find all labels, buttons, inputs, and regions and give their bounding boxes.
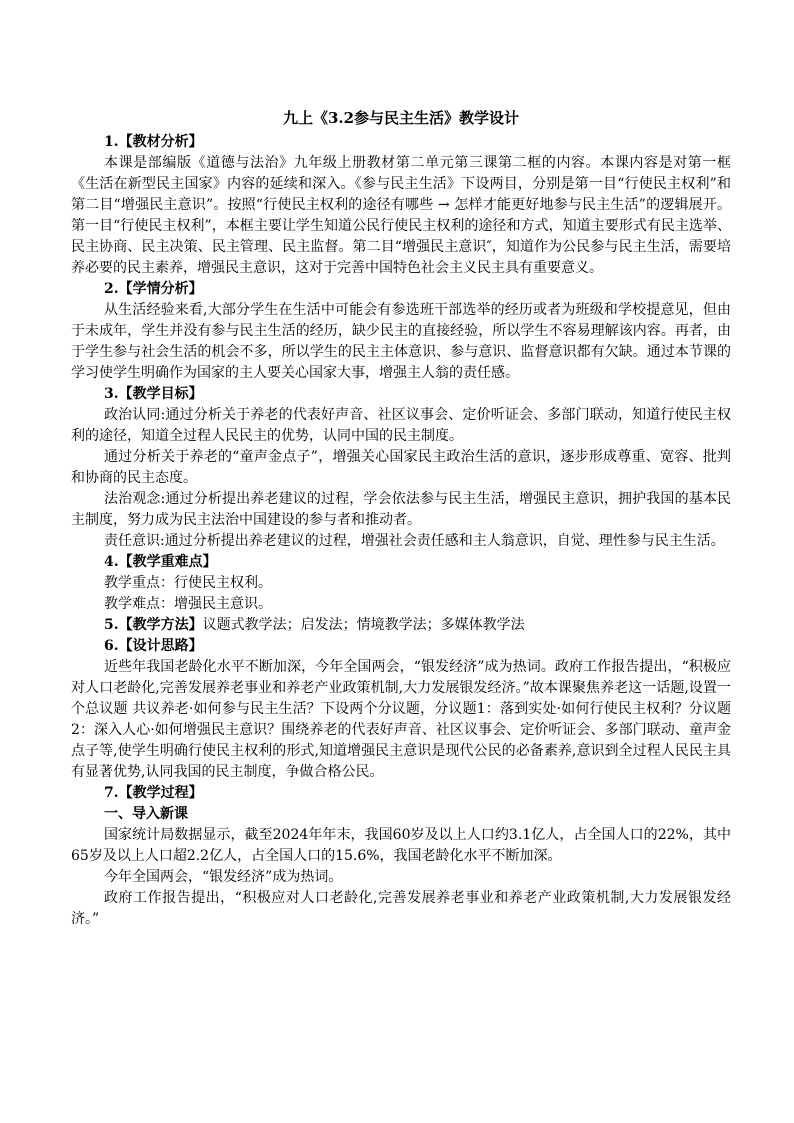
- document-page: [71, 106, 731, 930]
- paragraph: 政治认同:通过分析关于养老的代表好声音、社区议事会、定价听证会、多部门联动，知道行使民主权利的途径，知道全过程人民民主的优势，认同中国的民主制度。: [71, 407, 731, 444]
- paragraph: 通过分析关于养老的“童声金点子”，增强关心国家民主政治生活的意识，逐步形成尊重、宽容、批判和协商的民主态度。: [71, 449, 731, 486]
- section-teaching-process: [71, 783, 731, 930]
- section-teaching-goals: [71, 384, 731, 552]
- paragraph: 政府工作报告提出，“积极应对人口老龄化,完善发展养老事业和养老产业政策机制,大力发展银发经济。”: [71, 890, 731, 927]
- section-heading: 4.【教学重难点】: [104, 554, 217, 570]
- methods-text: 议题式教学法；启发法；情境教学法；多媒体教学法: [202, 617, 525, 633]
- paragraph: 法治观念:通过分析提出养老建议的过程，学会依法参与民主生活，增强民主意识，拥护我国的基本民主制度，努力成为民主法治中国建设的参与者和推动者。: [71, 491, 731, 528]
- paragraph: 从生活经验来看,大部分学生在生活中可能会有参选班干部选举的经历或者为班级和学校提意见，但由于未成年，学生并没有参与民主生活的经历，缺少民主的直接经验，所以学生不容易理解该内容。再者，由于学生参与社会生活的机会不多，所以学生的民主主体意识、参与意识、监督意识都有欠缺。通过本节课的学习使学生明确作为国家的主人要关心国家大事，增强主人翁的责任感。: [71, 302, 731, 381]
- section-heading: 1.【教材分析】: [104, 134, 203, 150]
- paragraph: 国家统计局数据显示，截至2024年年末，我国60岁及以上人口约3.1亿人，占全国人口的22%，其中65岁及以上人口超2.2亿人，占全国人口的15.6%，我国老龄化水平不断加深。: [71, 827, 731, 864]
- section-heading: 3.【教学目标】: [104, 386, 203, 402]
- section-teaching-methods: [71, 615, 731, 636]
- section-textbook-analysis: [71, 132, 731, 279]
- section-key-points: [71, 552, 731, 615]
- section-heading: 6.【设计思路】: [104, 638, 203, 654]
- section-heading-inline: [71, 615, 731, 636]
- section-design-idea: [71, 636, 731, 783]
- section-heading: 7.【教学过程】: [104, 785, 203, 801]
- section-student-analysis: [71, 279, 731, 384]
- paragraph: 今年全国两会，“银发经济”成为热词。: [104, 869, 343, 885]
- document-title: 九上《3.2参与民主生活》教学设计: [282, 109, 520, 127]
- paragraph: 本课是部编版《道德与法治》九年级上册教材第二单元第三课第二框的内容。本课内容是对第一框《生活在新型民主国家》内容的延续和深入。《参与民主生活》下设两目，分别是第一目“行使民主权利”和第二目“增强民主意识”。按照“行使民主权利的途径有哪些 → 怎样才能更好地参与民主生活”的逻辑展开。第一目“行使民主权利”，本框主要让学生知道公民行使民主权利的途径和方式，知道主要形式有民主选举、民主协商、民主决策、民主管理、民主监督。第二目“增强民主意识″，知道作为公民参与民主生活，需要培养必要的民主素养，增强民主意识，这对于完善中国特色社会主义民主具有重要意义。: [71, 155, 731, 276]
- paragraph: 近些年我国老龄化水平不断加深，今年全国两会，“银发经济”成为热词。政府工作报告提出，“积极应对人口老龄化,完善发展养老事业和养老产业政策机制,大力发展银发经济。”故本课聚焦养老这一话题,设置一个总议题 共议养老·如何参与民主生活？下设两个分议题，分议题1：落到实处·如何行使民主权利？分议题2：深入人心·如何增强民主意识？围绕养老的代表好声音、社区议事会、定价听证会、多部门联动、童声金点子等,使学生明确行使民主权利的形式,知道增强民主意识是现代公民的必备素养,意识到全过程人民民主具有显著优势,认同我国的民主制度，争做合格公民。: [71, 659, 731, 780]
- paragraph: 教学难点：增强民主意识。: [104, 596, 272, 612]
- subsection-heading: 一、导入新课: [104, 806, 188, 822]
- paragraph: 教学重点：行使民主权利。: [104, 575, 272, 591]
- section-heading: 2.【学情分析】: [104, 281, 203, 297]
- section-heading: 5.【教学方法】: [104, 617, 203, 633]
- paragraph: 责任意识:通过分析提出养老建议的过程，增强社会责任感和主人翁意识，自觉、理性参与民主生活。: [104, 533, 725, 549]
